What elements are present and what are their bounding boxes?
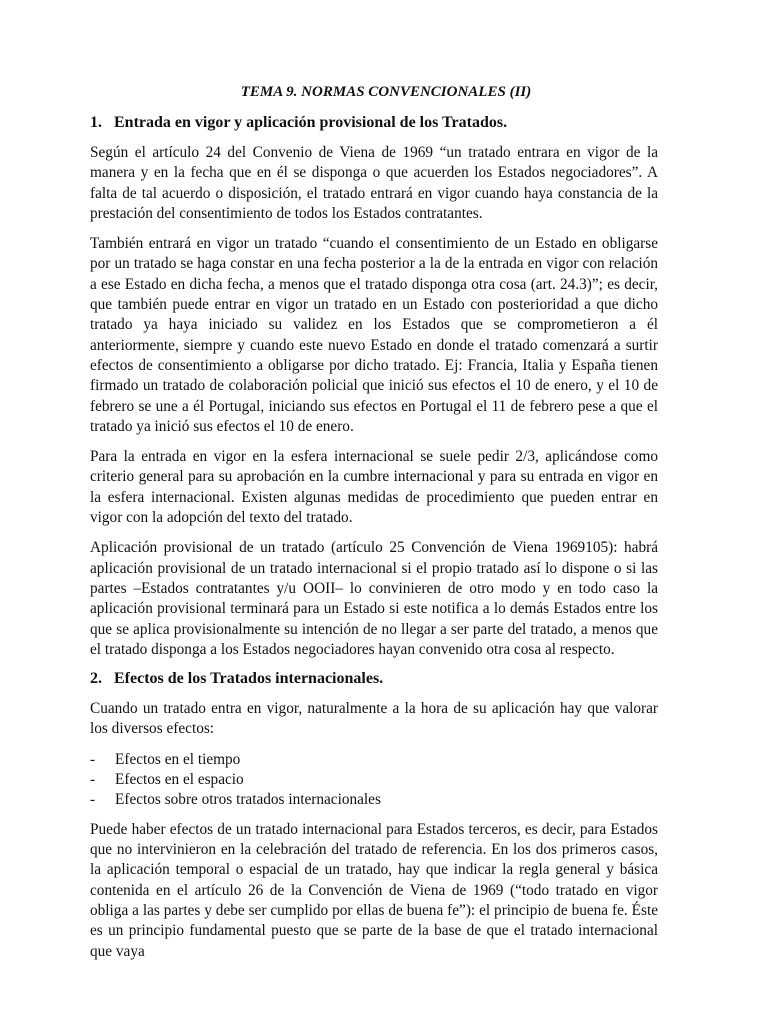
paragraph: Cuando un tratado entra en vigor, naturalmente a la hora de su aplicación hay que valorar los diversos efectos: bbox=[90, 700, 658, 738]
bullet-marker: - bbox=[90, 750, 96, 768]
paragraph: También entrará en vigor un tratado “cuando el consentimiento de un Estado en obligarse por un tratado se haga constar en una fecha posterior a la de la entrada en vigor con relación a ese Estado en dicha fecha, a menos que el tratado disponga otra cosa (art. 24.3)”; es decir, que también puede entrar en vigor un tratado en un Estado con posterioridad a que dicho tratado ya haya iniciado su validez en los Estados que se comprometieron a él anteriormente, siempre y cuando este nuevo Estado en donde el tratado comenzará a surtir efectos de consentimiento a obligarse por dicho tratado. Ej: Francia, Italia y España tienen firmado un tratado de colaboración policial que inició sus efectos el 10 de enero, y el 10 de febrero se une a él Portugal, iniciando sus efectos en Portugal el 11 de febrero pese a que el tratado ya inició sus efectos el 10 de enero. bbox=[90, 235, 658, 435]
paragraph: Para la entrada en vigor en la esfera internacional se suele pedir 2/3, aplicándose como criterio general para su aprobación en la cumbre internacional y para su entrada en vigor en la esfera internacional. Existen algunas medidas de procedimiento que pueden entrar en vigor con la adopción del texto del tratado. bbox=[90, 448, 658, 527]
list-item bbox=[90, 770, 658, 790]
list-item bbox=[90, 750, 658, 770]
section-1-number: 1. bbox=[90, 114, 102, 131]
section-1-heading bbox=[90, 114, 658, 132]
list-item bbox=[90, 790, 658, 810]
effects-list bbox=[90, 750, 658, 810]
section-2-title: Efectos de los Tratados internacionales. bbox=[114, 670, 384, 688]
paragraph: Aplicación provisional de un tratado (artículo 25 Convención de Viena 1969105): habrá aplicación provisional de un tratado internacional si el propio tratado así lo dispone o si las partes –Estados contratantes y/u OOII– lo convinieren de otro modo y en todo caso la aplicación provisional terminará para un Estado si este notifica a lo demás Estados entre los que se aplica provisionalmente su intención de no llegar a ser parte del tratado, a menos que el tratado disponga a los Estados negociadores hayan convenido otra cosa al respecto. bbox=[90, 539, 658, 658]
list-item-text: Efectos en el tiempo bbox=[115, 750, 241, 768]
paragraph: Según el artículo 24 del Convenio de Viena de 1969 “un tratado entrara en vigor de la manera y en la fecha que en él se disponga o que acuerden los Estados negociadores”. A falta de tal acuerdo o disposición, el tratado entrará en vigor cuando haya constancia de la prestación del consentimiento de todos los Estados contratantes. bbox=[90, 144, 658, 222]
page-title: TEMA 9. NORMAS CONVENCIONALES (II) bbox=[240, 84, 532, 100]
section-1-title: Entrada en vigor y aplicación provisional de los Tratados. bbox=[114, 114, 508, 131]
paragraph: Puede haber efectos de un tratado internacional para Estados terceros, es decir, para Estados que no intervinieron en la celebración del tratado de referencia. En los dos primeros casos, la aplicación temporal o espacial de un tratado, hay que indicar la regla general y básica contenida en el artículo 26 de la Convención de Viena de 1969 (“todo tratado en vigor obliga a las partes y debe ser cumplido por ellas de buena fe”): el principio de buena fe. Éste es un principio fundamental puesto que se parte de la base de que el tratado internacional que vaya bbox=[90, 820, 658, 960]
list-item-text: Efectos sobre otros tratados internacionales bbox=[115, 790, 381, 808]
section-2-heading bbox=[90, 670, 658, 688]
bullet-marker: - bbox=[90, 790, 96, 808]
bullet-marker: - bbox=[90, 770, 96, 788]
section-2-number: 2. bbox=[90, 670, 102, 688]
list-item-text: Efectos en el espacio bbox=[115, 770, 244, 788]
